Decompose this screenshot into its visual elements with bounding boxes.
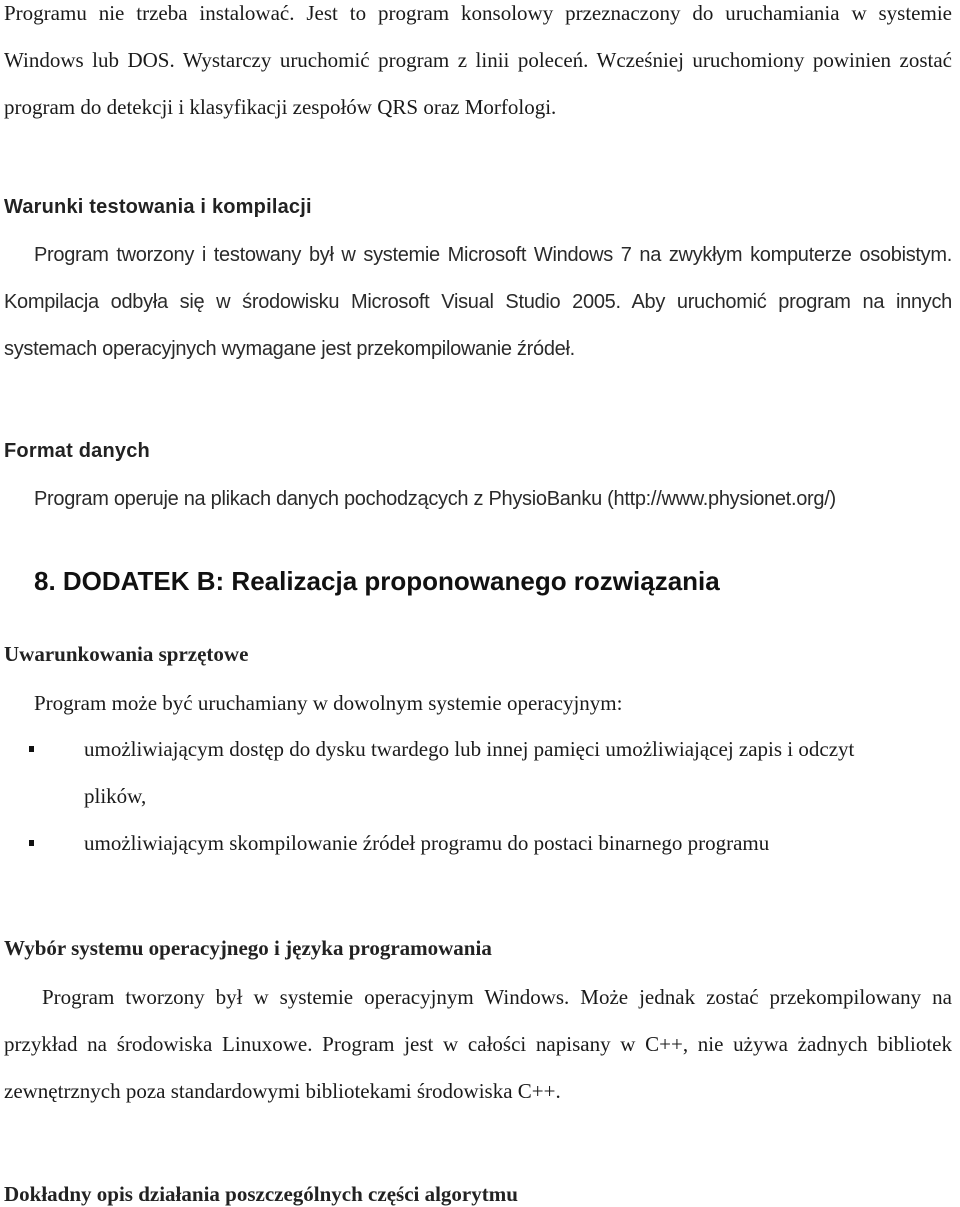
list-item-text: umożliwiającym dostęp do dysku twardego lub innej pamięci umożliwiającej zapis i odczyt plików, [84,737,855,808]
hardware-paragraph: Program może być uruchamiany w dowolnym systemie operacyjnym: [34,691,623,715]
list-item [0,820,914,867]
test-conditions-paragraph: Program tworzony i testowany był w systemie Microsoft Windows 7 na zwykłym komputerze osobistym. Kompilacja odbyła się w środowisku Microsoft Visual Studio 2005. Aby uruchomić program na innych systemach operacyjnych wymagane jest przekompilowanie źródeł. [4,244,952,360]
heading-hardware: Uwarunkowania sprzętowe [4,642,249,666]
list-item-text: umożliwiającym skompilowanie źródeł programu do postaci binarnego programu [84,831,770,855]
chapter-title: 8. DODATEK B: Realizacja proponowanego rozwiązania [34,566,720,596]
bullet-square-icon [29,840,34,846]
heading-test-conditions: Warunki testowania i kompilacji [4,196,312,218]
bullet-square-icon [29,746,34,752]
os-language-paragraph: Program tworzony był w systemie operacyjnym Windows. Może jednak zostać przekompilowany na przykład na środowiska Linuxowe. Program jest w całości napisany w C++, nie używa żadnych bibliotek zewnętrznych poza standardowymi bibliotekami środowiska C++. [4,985,952,1103]
intro-paragraph: Programu nie trzeba instalować. Jest to program konsolowy przeznaczony do uruchamiania w systemie Windows lub DOS. Wystarczy uruchomić program z linii poleceń. Wcześniej uruchomiony powinien zostać program do detekcji i klasyfikacji zespołów QRS oraz Morfologi. [4,1,952,119]
list-item [0,726,914,820]
hardware-bullet-list [0,726,960,867]
data-format-paragraph: Program operuje na plikach danych pochodzących z PhysioBanku (http://www.physionet.org/) [34,488,836,510]
heading-data-format: Format danych [4,440,150,462]
heading-os-language: Wybór systemu operacyjnego i języka programowania [4,936,492,960]
heading-algorithm-details: Dokładny opis działania poszczególnych części algorytmu [4,1182,518,1206]
